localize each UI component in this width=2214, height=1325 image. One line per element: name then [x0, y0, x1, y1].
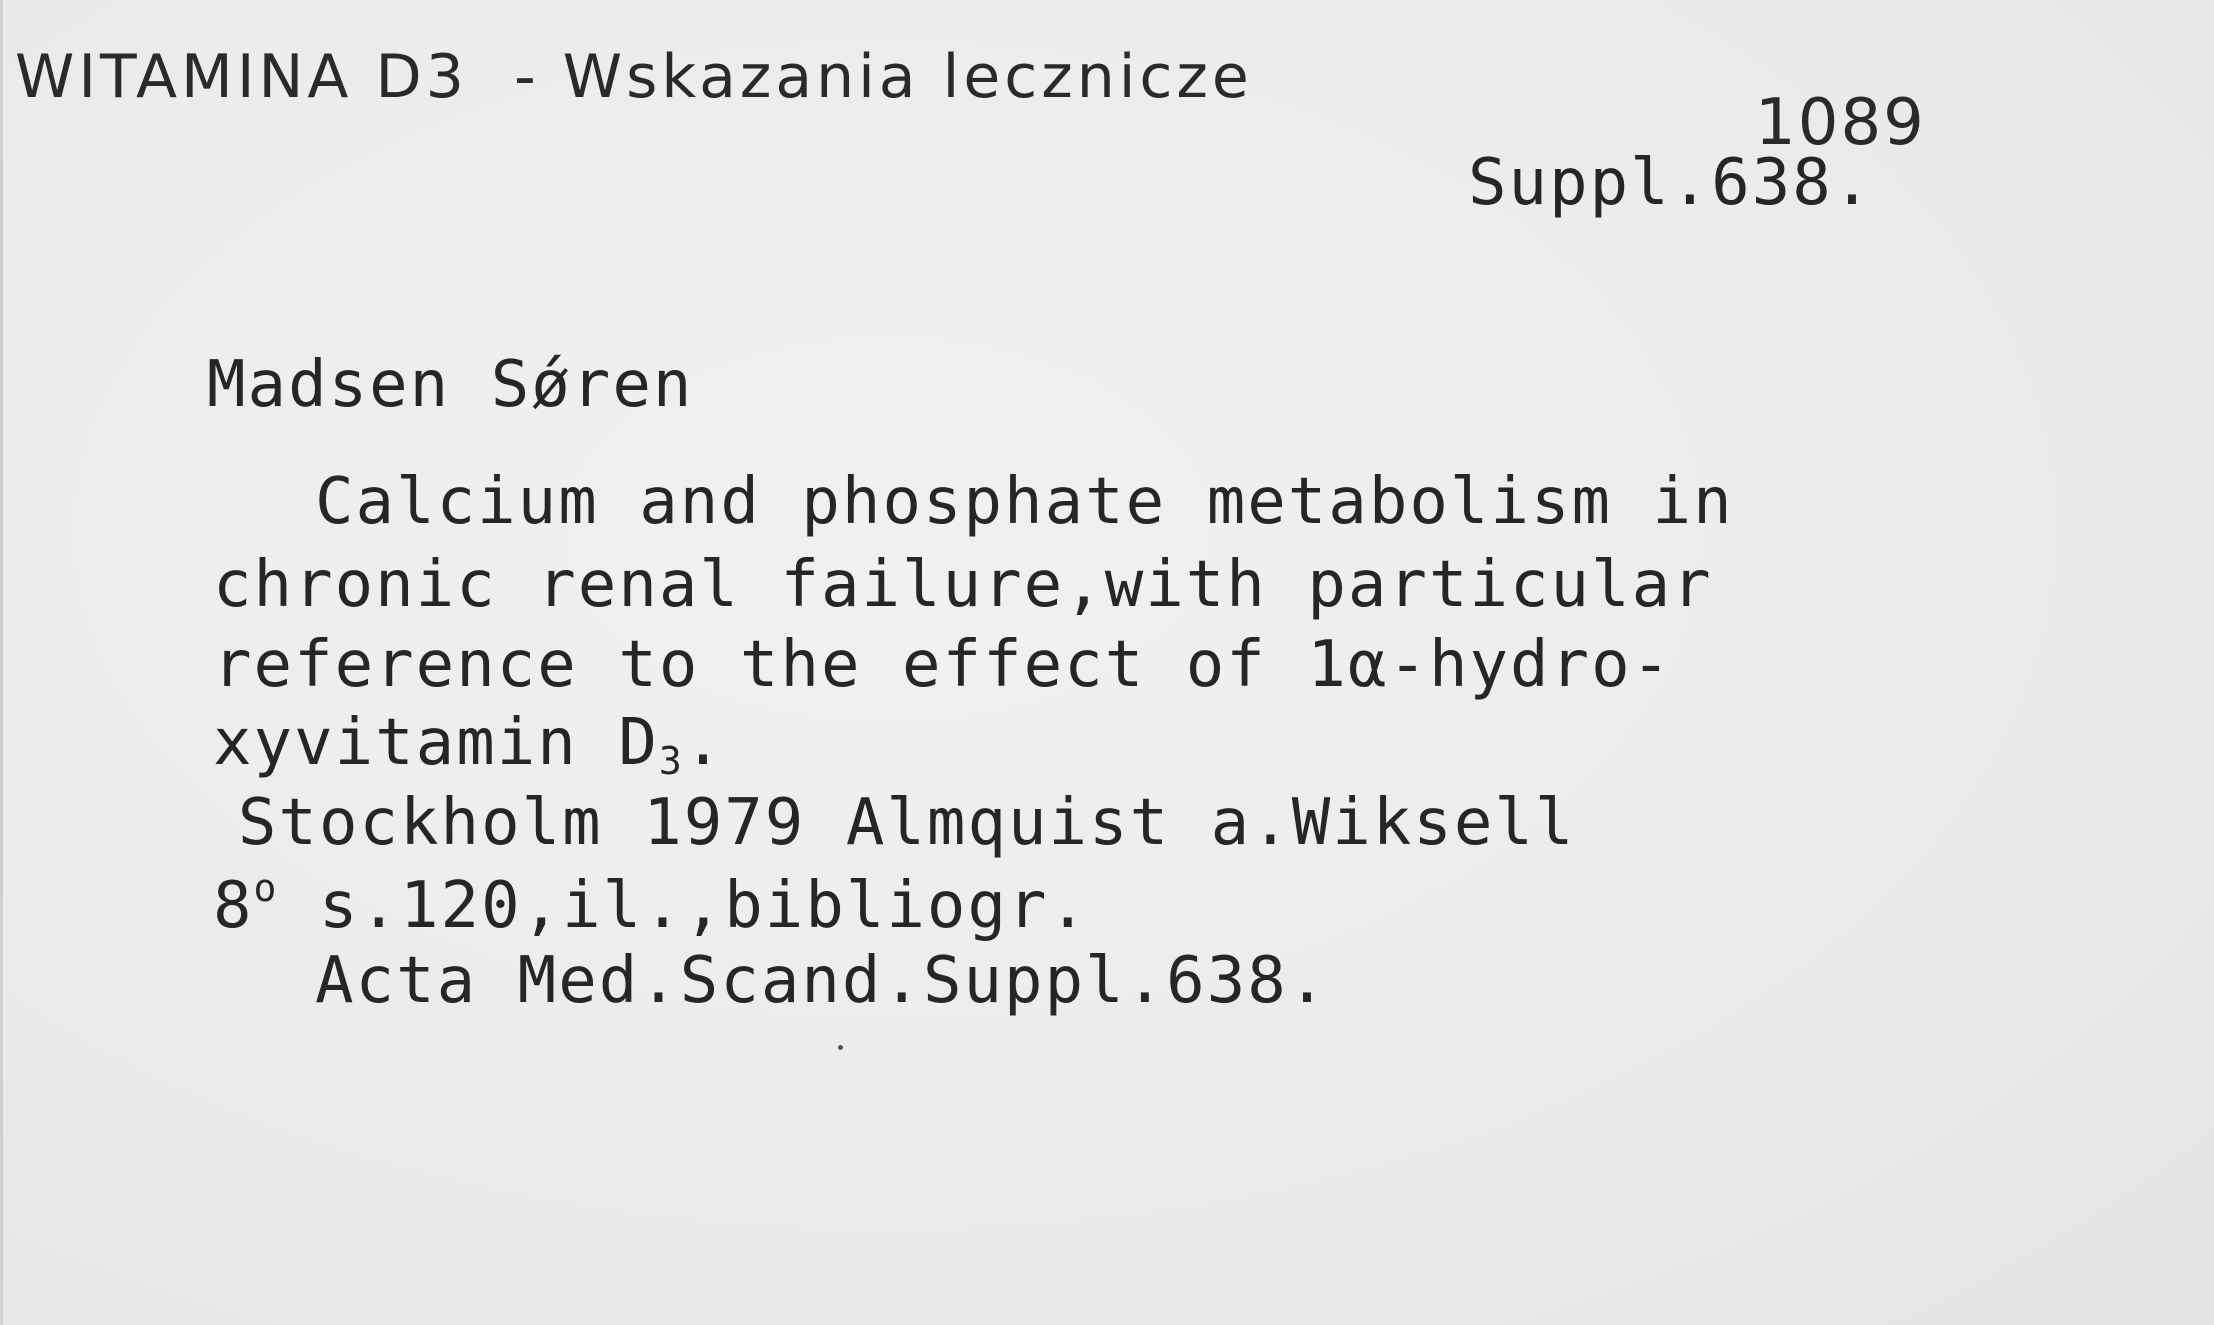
- imprint-line: [213, 786, 1575, 863]
- subject-prefix: WITAMINA D: [15, 42, 426, 112]
- title-end: .: [683, 706, 725, 780]
- physical-description: s.120,il.,bibliogr.: [318, 869, 1090, 943]
- title-line-3: reference to the effect of 1α-hydro-: [213, 628, 1673, 702]
- subject-number: 1089: [1755, 86, 1926, 160]
- imprint-text: Stockholm 1979 Almquist a.Wiksell: [237, 786, 1576, 860]
- subject-subscript: 3: [425, 42, 468, 112]
- format-number: 8: [213, 869, 254, 943]
- title-line-1: Calcium and phosphate metabolism in: [315, 465, 1734, 539]
- subject-suffix: - Wskazania lecznicze: [514, 42, 1253, 112]
- ink-speck: [838, 1045, 843, 1050]
- format-degree: o: [253, 866, 279, 910]
- title-subscript: 3: [658, 739, 684, 783]
- call-number: Suppl.638.: [1468, 146, 1874, 220]
- format-degree-top: [213, 819, 238, 863]
- physical-line: [213, 866, 1089, 943]
- title-line-4-text: xyvitamin D: [213, 706, 659, 780]
- subject-heading: [15, 42, 1253, 112]
- title-line-4: [213, 706, 724, 783]
- title-line-2: chronic renal failure,with particular: [213, 548, 1713, 622]
- series-line: Acta Med.Scand.Suppl.638.: [315, 944, 1329, 1018]
- author-name: Madsen Sǿren: [207, 348, 694, 422]
